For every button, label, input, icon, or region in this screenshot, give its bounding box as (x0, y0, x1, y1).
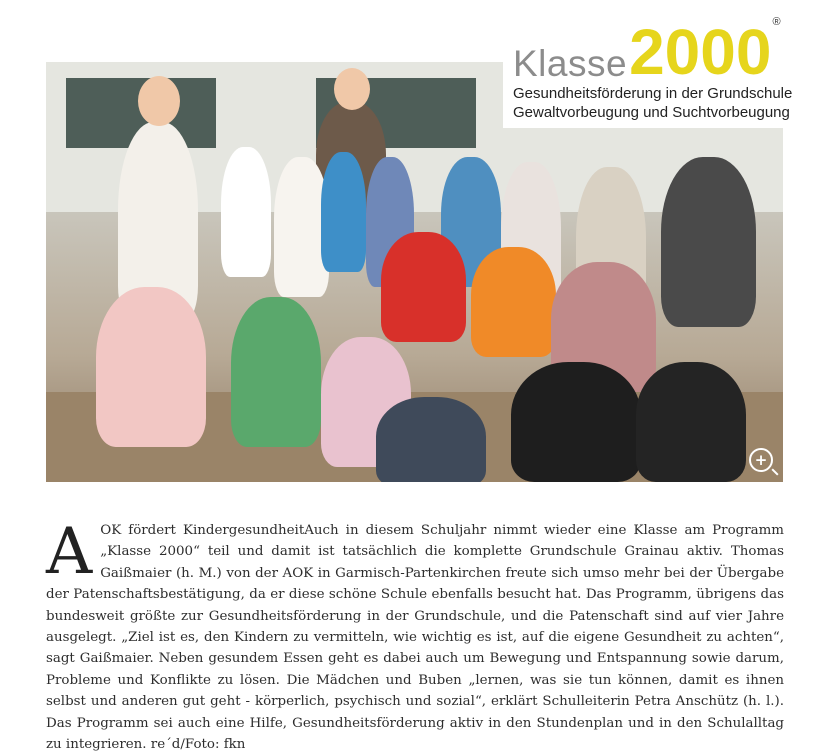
logo-tagline-1: Gesundheitsförderung in der Grundschule (513, 85, 793, 102)
child-figure (511, 362, 641, 482)
klasse2000-logo (503, 8, 823, 128)
child-figure (636, 362, 746, 482)
article-text: OK fördert KindergesundheitAuch in diesem Schuljahr nimmt wieder eine Klasse am Programm „Klasse 2000“ teil und damit ist tatsächlich die komplette Grundschule Grainau aktiv. Thomas Gaißmaier (h. M.) von der AOK in Garmisch-Partenkirchen freute sich umso mehr bei der Übergabe der Patenschaftsbestätigung, da er diese schöne Schule ebenfalls besucht hat. Das Programm, übrigens das bundesweit größte zur Gesundheitsförderung in der Grundschule, und die Patenschaft sind auf vier Jahre ausgelegt. „Ziel ist es, den Kindern zu vermitteln, wie wichtig es ist, auf die eigene Gesundheit zu achten“, sagt Gaißmaier. Neben gesundem Essen geht es dabei auch um Bewegung und Entspannung sowie darum, Probleme und Konflikte zu lösen. Die Mädchen und Buben „lernen, was sie tun können, damit es ihnen selbst und anderen gut geht - körperlich, psychisch und sozial“, erklärt Schulleiterin Petra Anschütz (h. l.). Das Programm sei auch eine Hilfe, Gesundheitsförderung aktiv in den Stundenplan und in den Schulalltag zu integrieren. re´d/Foto: fkn (46, 523, 784, 753)
man-head (334, 68, 370, 110)
teacher-head (138, 76, 180, 126)
registered-mark: ® (772, 16, 781, 28)
logo-tagline-2: Gewaltvorbeugung und Suchtvorbeugung (513, 104, 790, 121)
article-body (46, 515, 784, 755)
child-figure (661, 157, 756, 327)
zoom-icon[interactable]: + (749, 448, 773, 472)
logo-number: 2000 (629, 16, 772, 88)
child-figure (471, 247, 556, 357)
child-figure (96, 287, 206, 447)
child-figure (381, 232, 466, 342)
logo-word: Klasse (513, 43, 628, 84)
child-figure (376, 397, 486, 482)
child-figure (231, 297, 321, 447)
child-figure (321, 152, 366, 272)
drop-cap: A (46, 515, 93, 589)
child-figure (221, 147, 271, 277)
